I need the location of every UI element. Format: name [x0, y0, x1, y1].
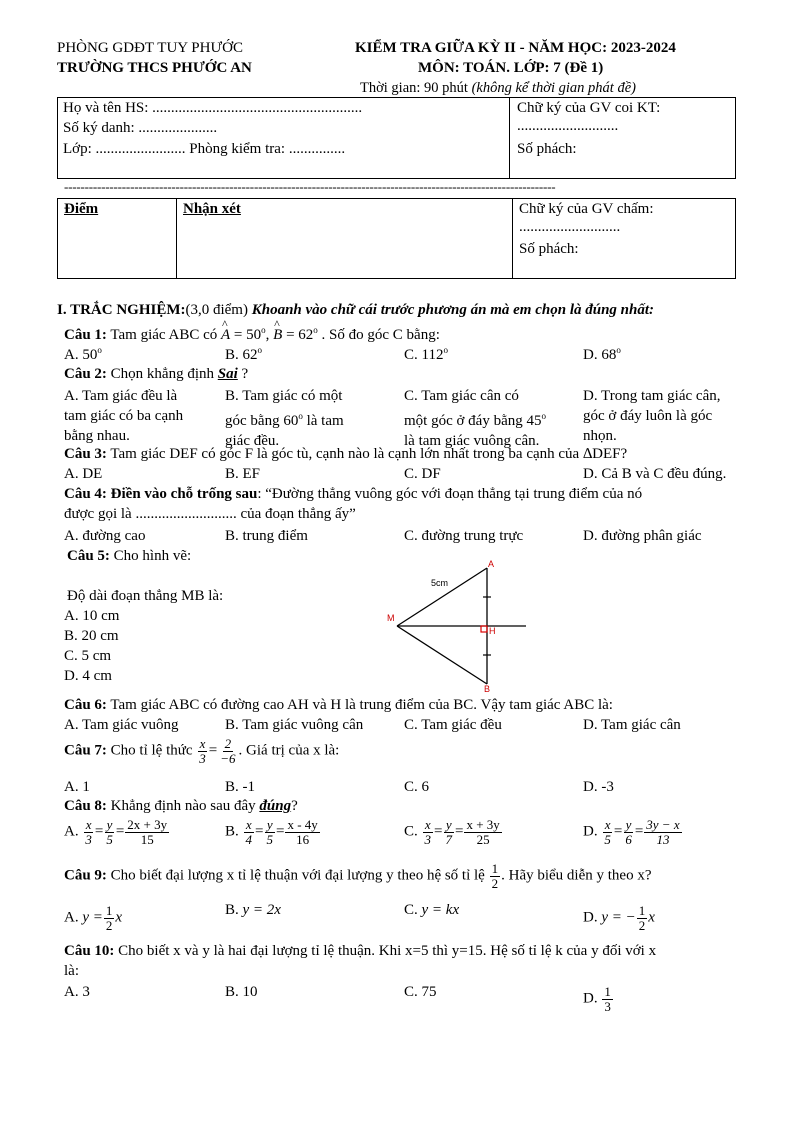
grade-secret-number: Số phách: — [519, 241, 579, 257]
q6-option-b[interactable]: B. Tam giác vuông cân — [225, 717, 364, 733]
question-6: Câu 6: Tam giác ABC có đường cao AH và H là trung điểm của BC. Vậy tam giác ABC là: — [64, 697, 613, 713]
q3-option-d[interactable]: D. Cả B và C đều đúng. — [583, 466, 727, 482]
question-4: Câu 4: Điền vào chỗ trống sau: “Đường thẳng vuông góc với đoạn thẳng tại trung điểm của nó — [64, 486, 643, 502]
comment-label: Nhận xét — [183, 201, 241, 217]
q2-option-d[interactable]: D. Trong tam giác cân, góc ở đáy luôn là góc nhọn. — [583, 388, 721, 444]
q4-option-a[interactable]: A. đường cao — [64, 528, 146, 544]
proctor-signature-dots[interactable]: ........................... — [517, 118, 619, 134]
q1-option-b[interactable]: B. 62$^o$ — [225, 345, 263, 363]
q5-option-b[interactable]: B. 20 cm — [64, 628, 119, 644]
q3-option-a[interactable]: A. DE — [64, 466, 103, 482]
school-dept: PHÒNG GDĐT TUY PHƯỚC — [57, 40, 243, 56]
q6-option-a[interactable]: A. Tam giác vuông — [64, 717, 179, 733]
cut-line: ----------------------------------------------------------------------------------------------------------------------- — [64, 180, 556, 194]
q10-option-d[interactable]: D. $\frac{1}{3}$ — [583, 984, 611, 1014]
class-room-field[interactable]: Lớp: ........................ Phòng kiểm tra: ............... — [63, 141, 346, 157]
q5-prompt: Độ dài đoạn thẳng MB là: — [67, 588, 224, 604]
student-id-field[interactable]: Số ký danh: ..................... — [63, 120, 218, 136]
q9-option-c[interactable]: C. y = kx — [404, 902, 460, 918]
grader-signature-dots[interactable]: ........................... — [519, 219, 621, 235]
q8-option-b[interactable]: B. $\frac{x}{4}$ = $\frac{y}{5}$ = $\frac{x - 4y}{16}$ — [225, 817, 318, 847]
q2-option-a[interactable]: A. Tam giác đều là tam giác có ba cạnh bằng nhau. — [64, 388, 184, 444]
grader-signature-label: Chữ ký của GV chấm: — [519, 201, 654, 217]
q5-option-a[interactable]: A. 10 cm — [64, 608, 120, 624]
q1-option-a[interactable]: A. 50$^o$ — [64, 345, 102, 363]
q8-option-a[interactable]: A. $\frac{x}{3}$ = $\frac{y}{5}$ = $\frac{2x + 3y}{15}$ — [64, 817, 168, 847]
q4-option-d[interactable]: D. đường phân giác — [583, 528, 702, 544]
q9-option-d[interactable]: D. y = − $\frac{1}{2}$ x — [583, 903, 655, 933]
q4-option-c[interactable]: C. đường trung trực — [404, 528, 524, 544]
q4-option-b[interactable]: B. trung điểm — [225, 528, 308, 544]
label-a: A — [488, 559, 495, 569]
q7-option-c[interactable]: C. 6 — [404, 779, 430, 795]
q3-option-b[interactable]: B. EF — [225, 466, 261, 482]
question-9: Câu 9: Cho biết đại lượng x tỉ lệ thuận với đại lượng y theo hệ số tỉ lệ $\frac{1}{2}$ . Hãy biểu diễn y theo x? — [64, 861, 652, 891]
q3-option-c[interactable]: C. DF — [404, 466, 441, 482]
q6-option-c[interactable]: C. Tam giác đều — [404, 717, 502, 733]
q10-option-c[interactable]: C. 75 — [404, 984, 437, 1000]
q8-option-c[interactable]: C. $\frac{x}{3}$ = $\frac{y}{7}$ = $\frac{x + 3y}{25}$ — [404, 817, 500, 847]
question-8: Câu 8: Khẳng định nào sau đây đúng? — [64, 798, 298, 814]
q9-option-a[interactable]: A. y = $\frac{1}{2}$ x — [64, 903, 123, 933]
question-4-line2: được gọi là ........................... của đoạn thẳng ấy” — [64, 506, 356, 522]
q1-option-c[interactable]: C. 112$^o$ — [404, 345, 448, 363]
section-title: I. TRẮC NGHIỆM:(3,0 điểm) Khoanh vào chữ cái trước phương án mà em chọn là đúng nhất: — [57, 302, 655, 318]
q8-option-d[interactable]: D. $\frac{x}{5}$ = $\frac{y}{6}$ = $\frac{3y - x}{13}$ — [583, 817, 680, 847]
q10-option-b[interactable]: B. 10 — [225, 984, 258, 1000]
q5-option-c[interactable]: C. 5 cm — [64, 648, 112, 664]
exam-title: KIỂM TRA GIỮA KỲ II - NĂM HỌC: 2023-2024 — [355, 40, 676, 56]
q7-option-b[interactable]: B. -1 — [225, 779, 255, 795]
q9-option-b[interactable]: B. y = 2x — [225, 902, 281, 918]
exam-time: Thời gian: 90 phút (không kể thời gian phát đề) — [360, 80, 636, 96]
question-10: Câu 10: Cho biết x và y là hai đại lượng tỉ lệ thuận. Khi x=5 thì y=15. Hệ số tỉ lệ k của y đối với x — [64, 943, 657, 959]
label-5cm: 5cm — [431, 578, 449, 588]
q10-option-a[interactable]: A. 3 — [64, 984, 90, 1000]
label-h: H — [489, 626, 496, 636]
q7-option-d[interactable]: D. -3 — [583, 779, 614, 795]
q2-option-c[interactable]: C. Tam giác cân có một góc ở đáy bằng 45$^o$ là tam giác vuông cân. — [404, 388, 546, 449]
question-2: Câu 2: Chọn khẳng định Sai ? — [64, 366, 249, 382]
student-name-field[interactable]: Họ và tên HS: ........................................................ — [63, 100, 363, 116]
score-label: Điểm — [64, 201, 99, 217]
question-7: Câu 7: Cho tỉ lệ thức $\frac{x}{3}$ = $\frac{2}{-6}$ . Giá trị của x là: — [64, 736, 340, 766]
secret-number-label: Số phách: — [517, 141, 577, 157]
school-name: TRƯỜNG THCS PHƯỚC AN — [57, 60, 252, 76]
exam-subject: MÔN: TOÁN. LỚP: 7 (Đề 1) — [418, 60, 604, 76]
question-10-line2: là: — [64, 963, 79, 979]
q5-option-d[interactable]: D. 4 cm — [64, 668, 112, 684]
q1-option-d[interactable]: D. 68$^o$ — [583, 345, 621, 363]
question-1: Câu 1: Tam giác ABC có ^ $A = 50^o$, ^ $B = 62^o$ . Số đo góc C bằng: — [64, 325, 440, 344]
q6-option-d[interactable]: D. Tam giác cân — [583, 717, 681, 733]
label-m: M — [387, 613, 395, 623]
q2-option-b[interactable]: B. Tam giác có một góc bằng 60$^o$ là tam giác đều. — [225, 388, 344, 449]
q7-option-a[interactable]: A. 1 — [64, 779, 90, 795]
question-3: Câu 3: Tam giác DEF có góc F là góc tù, cạnh nào là cạnh lớn nhất trong ba cạnh của ∆DEF? — [64, 446, 628, 462]
question-5: Câu 5: Cho hình vẽ: — [67, 548, 192, 564]
label-b: B — [484, 684, 491, 694]
proctor-signature-label: Chữ ký của GV coi KT: — [517, 100, 661, 116]
triangle-figure — [380, 556, 530, 698]
